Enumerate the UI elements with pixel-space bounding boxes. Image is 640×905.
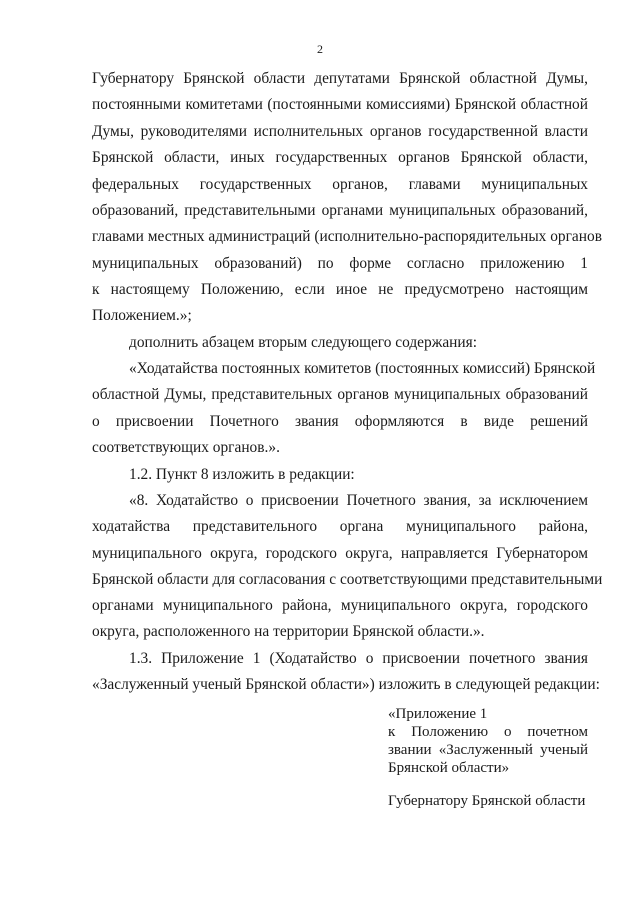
body-line: Брянской области, иных государственных органов Брянской области, — [92, 149, 588, 166]
body-line: Положением.»; — [92, 307, 192, 324]
body-line: о присвоении Почетного звания оформляются в виде решений — [92, 413, 588, 430]
body-line: Думы, руководителями исполнительных органов государственной власти — [92, 123, 588, 140]
body-line: соответствующих органов.». — [92, 439, 280, 456]
body-line: органами муниципального района, муниципального округа, городского — [92, 597, 588, 614]
appendix-line: к Положению о почетном — [388, 724, 588, 740]
appendix-line: звании «Заслуженный ученый — [388, 742, 588, 758]
body-line: ходатайства представительного органа муниципального района, — [92, 518, 588, 535]
body-line: областной Думы, представительных органов муниципальных образований — [92, 386, 588, 403]
body-line: «Ходатайства постоянных комитетов (постоянных комиссий) Брянской — [129, 360, 596, 377]
body-line: 1.2. Пункт 8 изложить в редакции: — [129, 466, 355, 483]
body-line: округа, расположенного на территории Брянской области.». — [92, 623, 485, 640]
body-line: муниципальных образований) по форме согласно приложению 1 — [92, 255, 588, 272]
body-line: муниципального округа, городского округа, направляется Губернатором — [92, 545, 588, 562]
body-line: к настоящему Положению, если иное не предусмотрено настоящим — [92, 281, 588, 298]
body-line: главами местных администраций (исполнительно-распорядительных органов — [92, 228, 602, 245]
body-line: 1.3. Приложение 1 (Ходатайство о присвоении почетного звания — [129, 650, 588, 667]
appendix-line: Брянской области» — [388, 760, 510, 776]
body-line: федеральных государственных органов, главами муниципальных — [92, 176, 588, 193]
body-line: дополнить абзацем вторым следующего содержания: — [129, 334, 478, 351]
body-line: образований, представительными органами муниципальных образований, — [92, 202, 588, 219]
body-line: постоянными комитетами (постоянными комиссиями) Брянской областной — [92, 96, 588, 113]
appendix-line: «Приложение 1 — [388, 706, 488, 722]
body-line: Губернатору Брянской области депутатами Брянской областной Думы, — [92, 70, 588, 87]
body-line: Брянской области для согласования с соответствующими представительными — [92, 571, 603, 588]
page-number: 2 — [317, 42, 323, 56]
body-line: «Заслуженный ученый Брянской области») изложить в следующей редакции: — [92, 676, 600, 693]
addressee: Губернатору Брянской области — [388, 793, 586, 809]
body-line: «8. Ходатайство о присвоении Почетного звания, за исключением — [129, 492, 588, 509]
